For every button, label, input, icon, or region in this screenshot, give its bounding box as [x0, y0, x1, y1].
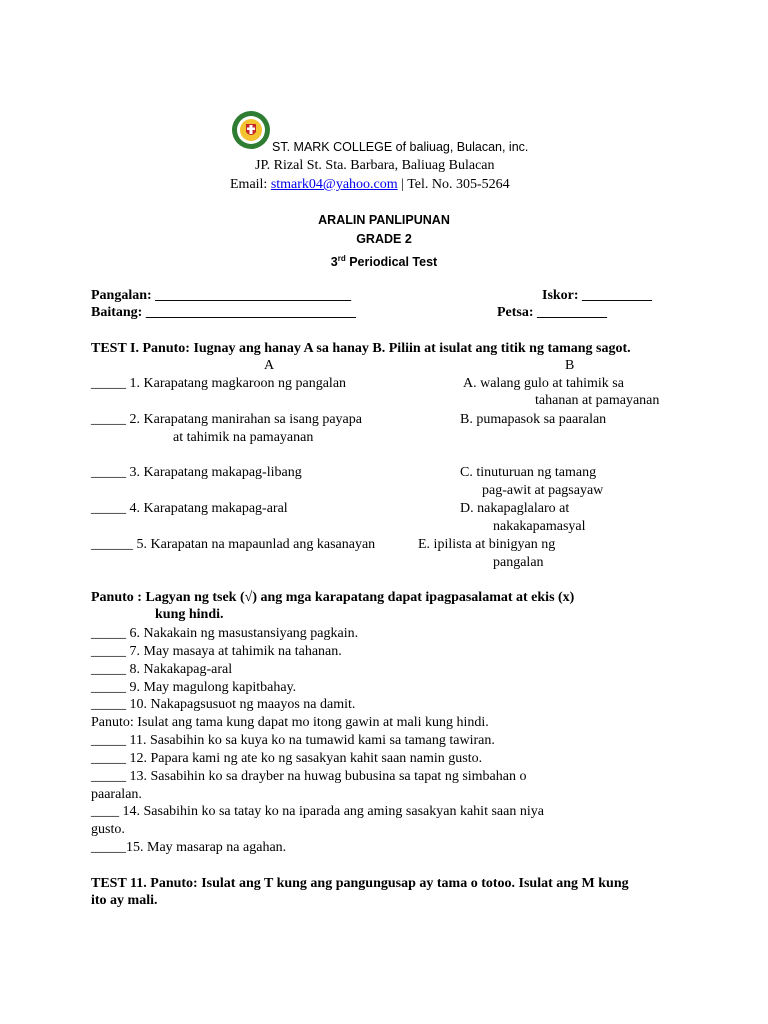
item-13-cont: paaralan.: [91, 787, 142, 802]
item-10: _____ 10. Nakapagsusuot ng maayos na damit.: [91, 697, 356, 712]
column-b-header: B: [565, 358, 575, 373]
item-b-d: D. nakapaglalaro at: [460, 501, 570, 516]
grade-field[interactable]: Baitang: ______________________________: [91, 305, 356, 320]
item-6: _____ 6. Nakakain ng masustansiyang pagkain.: [91, 626, 359, 641]
test-title: 3rd Periodical Test: [330, 254, 438, 270]
item-b-b: B. pumapasok sa paaralan: [460, 412, 607, 427]
date-field[interactable]: Petsa: __________: [497, 305, 608, 320]
item-b-d-cont: nakakapamasyal: [493, 519, 586, 534]
part2-instruction-cont: kung hindi.: [155, 607, 224, 622]
item-14-cont: gusto.: [91, 822, 125, 837]
item-b-a: A. walang gulo at tahimik sa: [463, 376, 624, 391]
item-b-a-cont: tahanan at pamayanan: [535, 393, 660, 408]
column-a-header: A: [264, 358, 275, 373]
item-b-e: E. ipilista at binigyan ng: [418, 537, 556, 552]
part2-instruction: Panuto : Lagyan ng tsek (√) ang mga karapatang dapat ipagpasalamat at ekis (x): [91, 590, 575, 605]
item-a-2-cont: at tahimik na pamayanan: [173, 430, 314, 445]
name-field[interactable]: Pangalan: ____________________________: [91, 288, 352, 303]
item-b-c: C. tinuturuan ng tamang: [460, 465, 597, 480]
item-9: _____ 9. May magulong kapitbahay.: [91, 680, 297, 695]
item-14: ____ 14. Sasabihin ko sa tatay ko na iparada ang aming sasakyan kahit saan niya: [91, 804, 544, 819]
school-address: JP. Rizal St. Sta. Barbara, Baliuag Bulacan: [255, 158, 495, 173]
test1-instruction: TEST I. Panuto: Iugnay ang hanay A sa hanay B. Piliin at isulat ang titik ng tamang sagot.: [91, 341, 631, 356]
item-12: _____ 12. Papara kami ng ate ko ng sasakyan kahit saan namin gusto.: [91, 751, 483, 766]
item-8: _____ 8. Nakakapag-aral: [91, 662, 233, 677]
score-field[interactable]: Iskor: __________: [542, 288, 653, 303]
school-logo-icon: [231, 110, 271, 150]
email-link[interactable]: stmark04@yahoo.com: [270, 177, 398, 192]
subject-title: ARALIN PANLIPUNAN: [318, 213, 450, 227]
item-11: _____ 11. Sasabihin ko sa kuya ko na tumawid kami sa tamang tawiran.: [91, 733, 495, 748]
part3-instruction: Panuto: Isulat ang tama kung dapat mo itong gawin at mali kung hindi.: [91, 715, 489, 730]
school-name: ST. MARK COLLEGE of baliuag, Bulacan, inc.: [272, 140, 529, 154]
contact-line: [230, 176, 510, 193]
item-b-c-cont: pag-awit at pagsayaw: [482, 483, 604, 498]
item-13: _____ 13. Sasabihin ko sa drayber na huwag bubusina sa tapat ng simbahan o: [91, 769, 527, 784]
item-a-2: _____ 2. Karapatang manirahan sa isang payapa: [91, 412, 362, 427]
email-label: Email:: [230, 177, 271, 192]
item-15: _____15. May masarap na agahan.: [91, 840, 287, 855]
item-a-4: _____ 4. Karapatang makapag-aral: [91, 501, 288, 516]
item-a-5: ______ 5. Karapatan na mapaunlad ang kasanayan: [91, 537, 376, 552]
item-a-1: _____ 1. Karapatang magkaroon ng pangalan: [91, 376, 347, 391]
item-b-e-cont: pangalan: [493, 555, 544, 570]
test2-instruction: TEST 11. Panuto: Isulat ang T kung ang pangungusap ay tama o totoo. Isulat ang M kung: [91, 876, 629, 891]
test2-instruction-cont: ito ay mali.: [91, 893, 158, 908]
item-7: _____ 7. May masaya at tahimik na tahanan.: [91, 644, 342, 659]
grade-title: GRADE 2: [356, 232, 412, 246]
tel-number: | Tel. No. 305-5264: [397, 177, 510, 192]
item-a-3: _____ 3. Karapatang makapag-libang: [91, 465, 302, 480]
